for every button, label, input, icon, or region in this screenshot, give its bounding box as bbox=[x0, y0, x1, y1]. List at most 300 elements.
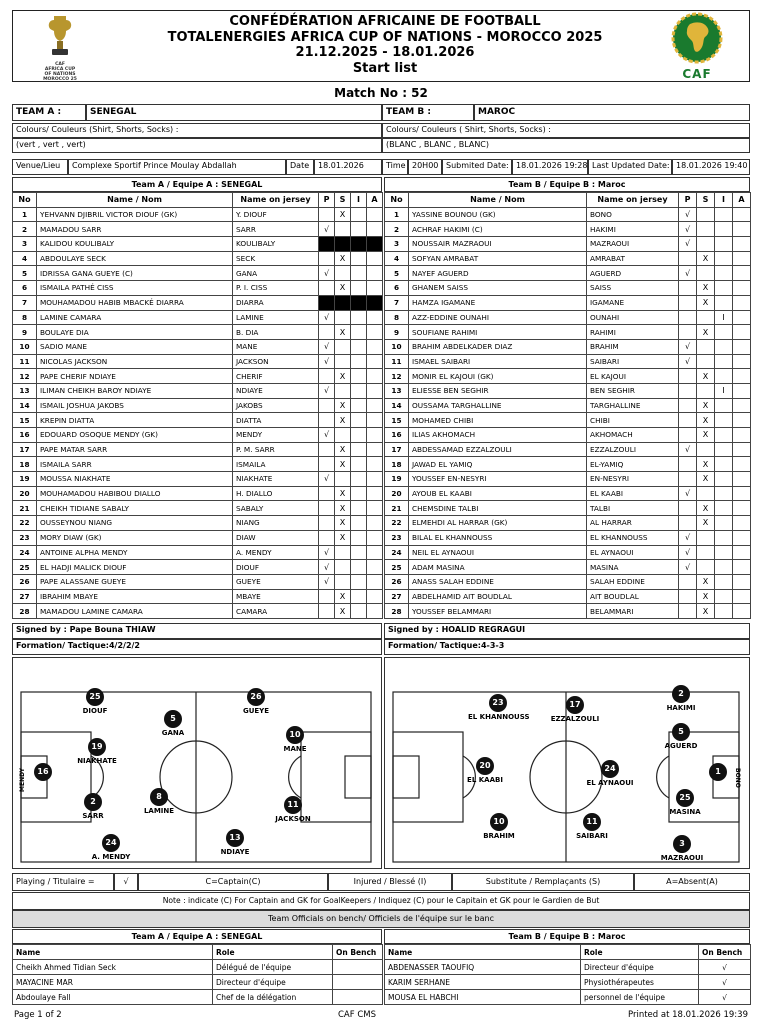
player-row bbox=[385, 251, 751, 266]
substitute-mark bbox=[697, 383, 715, 398]
official-row bbox=[385, 975, 751, 990]
pitch-player bbox=[651, 685, 711, 712]
player-number: 15 bbox=[13, 413, 37, 428]
official-name: KARIM SERHANE bbox=[385, 975, 581, 990]
pitch-player-number: 23 bbox=[489, 694, 507, 712]
absent-mark bbox=[367, 501, 383, 516]
player-number: 5 bbox=[13, 266, 37, 281]
player-number: 21 bbox=[385, 501, 409, 516]
team-a-roster-header bbox=[13, 193, 383, 208]
player-jersey-name: JAKOBS bbox=[233, 398, 319, 413]
playing-mark bbox=[679, 383, 697, 398]
player-name: NAYEF AGUERD bbox=[409, 266, 587, 281]
substitute-mark bbox=[335, 428, 351, 443]
col-name: Name bbox=[385, 945, 581, 960]
player-jersey-name: MANE bbox=[233, 339, 319, 354]
absent-mark bbox=[367, 486, 383, 501]
absent-mark bbox=[367, 457, 383, 472]
player-name: KALIDOU KOULIBALY bbox=[37, 237, 233, 252]
pitch-player-name: MENDY bbox=[19, 768, 26, 792]
substitute-mark bbox=[335, 560, 351, 575]
legend-substitute: Substitute / Remplaçants (S) bbox=[452, 873, 634, 891]
injured-mark bbox=[351, 413, 367, 428]
player-name: OUSSAMA TARGHALLINE bbox=[409, 398, 587, 413]
player-number: 7 bbox=[385, 295, 409, 310]
player-number: 26 bbox=[385, 574, 409, 589]
absent-mark bbox=[733, 472, 751, 487]
substitute-mark: X bbox=[335, 369, 351, 384]
official-on-bench bbox=[333, 990, 383, 1005]
player-jersey-name: EN-NESYRI bbox=[587, 472, 679, 487]
player-name: BRAHIM ABDELKADER DIAZ bbox=[409, 339, 587, 354]
player-jersey-name: JACKSON bbox=[233, 354, 319, 369]
player-row bbox=[385, 560, 751, 575]
player-jersey-name: CHIBI bbox=[587, 413, 679, 428]
pitch-player bbox=[455, 757, 515, 784]
player-jersey-name: CAMARA bbox=[233, 604, 319, 619]
pitch-player-number: 25 bbox=[676, 789, 694, 807]
player-number: 3 bbox=[13, 237, 37, 252]
absent-mark bbox=[367, 472, 383, 487]
player-name: IBRAHIM MBAYE bbox=[37, 589, 233, 604]
player-row bbox=[385, 369, 751, 384]
player-number: 2 bbox=[13, 222, 37, 237]
injured-mark bbox=[715, 325, 733, 340]
team-b-heading: Team B / Equipe B : Maroc bbox=[384, 177, 750, 192]
absent-mark bbox=[367, 589, 383, 604]
blocked-cell bbox=[335, 295, 351, 310]
playing-mark: √ bbox=[679, 207, 697, 222]
absent-mark bbox=[733, 207, 751, 222]
player-jersey-name: EL-YAMIQ bbox=[587, 457, 679, 472]
player-row bbox=[13, 486, 383, 501]
player-name: OUSSEYNOU NIANG bbox=[37, 516, 233, 531]
player-name: JAWAD EL YAMIQ bbox=[409, 457, 587, 472]
injured-mark bbox=[351, 501, 367, 516]
substitute-mark: X bbox=[697, 369, 715, 384]
playing-mark bbox=[319, 281, 335, 296]
player-name: AYOUB EL KAABI bbox=[409, 486, 587, 501]
absent-mark bbox=[367, 560, 383, 575]
player-number: 3 bbox=[385, 237, 409, 252]
playing-mark bbox=[319, 442, 335, 457]
player-row bbox=[385, 222, 751, 237]
injured-mark bbox=[715, 472, 733, 487]
pitch-player bbox=[226, 688, 286, 715]
player-jersey-name: AL HARRAR bbox=[587, 516, 679, 531]
official-role: Physiothérapeutes bbox=[581, 975, 699, 990]
pitch-player bbox=[81, 834, 141, 861]
substitute-mark: X bbox=[697, 589, 715, 604]
pitch-player-number: 19 bbox=[88, 738, 106, 756]
player-jersey-name: A. MENDY bbox=[233, 545, 319, 560]
player-number: 19 bbox=[13, 472, 37, 487]
player-jersey-name: BONO bbox=[587, 207, 679, 222]
substitute-mark bbox=[697, 237, 715, 252]
player-jersey-name: OUNAHI bbox=[587, 310, 679, 325]
player-name: KREPIN DIATTA bbox=[37, 413, 233, 428]
substitute-mark bbox=[335, 545, 351, 560]
absent-mark bbox=[367, 413, 383, 428]
player-row bbox=[13, 207, 383, 222]
player-number: 14 bbox=[385, 398, 409, 413]
player-row bbox=[13, 457, 383, 472]
player-jersey-name: IGAMANE bbox=[587, 295, 679, 310]
substitute-mark bbox=[697, 354, 715, 369]
player-row bbox=[13, 413, 383, 428]
player-jersey-name: AIT BOUDLAL bbox=[587, 589, 679, 604]
injured-mark bbox=[715, 560, 733, 575]
official-on-bench bbox=[333, 975, 383, 990]
absent-mark bbox=[367, 574, 383, 589]
player-row bbox=[385, 457, 751, 472]
injured-mark bbox=[351, 281, 367, 296]
player-jersey-name: GANA bbox=[233, 266, 319, 281]
match-number: Match No : 52 bbox=[334, 86, 428, 100]
injured-mark bbox=[715, 207, 733, 222]
player-jersey-name: GUEYE bbox=[233, 574, 319, 589]
playing-mark: √ bbox=[319, 428, 335, 443]
absent-mark bbox=[733, 560, 751, 575]
player-number: 8 bbox=[13, 310, 37, 325]
player-jersey-name: EL KAABI bbox=[587, 486, 679, 501]
player-row bbox=[385, 310, 751, 325]
player-number: 8 bbox=[385, 310, 409, 325]
player-jersey-name: RAHIMI bbox=[587, 325, 679, 340]
playing-mark bbox=[679, 604, 697, 619]
pitch-player bbox=[63, 793, 123, 820]
absent-mark bbox=[733, 325, 751, 340]
legend-absent: A=Absent(A) bbox=[634, 873, 750, 891]
absent-mark bbox=[733, 295, 751, 310]
pitch-player-number: 8 bbox=[150, 788, 168, 806]
playing-mark bbox=[679, 501, 697, 516]
official-role: personnel de l'équipe bbox=[581, 990, 699, 1005]
blocked-cell bbox=[319, 295, 335, 310]
injured-mark bbox=[351, 339, 367, 354]
player-jersey-name: BEN SEGHIR bbox=[587, 383, 679, 398]
playing-mark bbox=[679, 281, 697, 296]
substitute-mark bbox=[697, 222, 715, 237]
substitute-mark bbox=[335, 354, 351, 369]
pitch-player-name: MASINA bbox=[669, 808, 701, 816]
injured-mark bbox=[351, 398, 367, 413]
playing-mark: √ bbox=[319, 472, 335, 487]
absent-mark bbox=[733, 383, 751, 398]
player-row bbox=[13, 237, 383, 252]
injured-mark bbox=[351, 207, 367, 222]
team-b-signed-by: Signed by : HOALID REGRAGUI bbox=[384, 623, 750, 639]
official-row bbox=[385, 990, 751, 1005]
official-row bbox=[13, 975, 383, 990]
injured-mark bbox=[351, 545, 367, 560]
player-jersey-name: TARGHALLINE bbox=[587, 398, 679, 413]
player-row bbox=[13, 516, 383, 531]
injured-mark bbox=[351, 354, 367, 369]
pitch-player-number: 10 bbox=[490, 813, 508, 831]
pitch-player-name: EL KAABI bbox=[467, 776, 503, 784]
col-on-bench: On Bench bbox=[699, 945, 751, 960]
absent-mark bbox=[733, 310, 751, 325]
pitch-player-number: 24 bbox=[601, 760, 619, 778]
absent-mark bbox=[733, 545, 751, 560]
injured-mark bbox=[351, 560, 367, 575]
pitch-player-number: 13 bbox=[226, 829, 244, 847]
player-row bbox=[13, 428, 383, 443]
player-jersey-name: AKHOMACH bbox=[587, 428, 679, 443]
player-row bbox=[13, 604, 383, 619]
player-number: 18 bbox=[13, 457, 37, 472]
substitute-mark: X bbox=[697, 413, 715, 428]
player-row bbox=[385, 207, 751, 222]
player-jersey-name: P. M. SARR bbox=[233, 442, 319, 457]
player-name: ABDELHAMID AIT BOUDLAL bbox=[409, 589, 587, 604]
officials-a-header bbox=[13, 945, 383, 960]
substitute-mark: X bbox=[697, 251, 715, 266]
absent-mark bbox=[367, 251, 383, 266]
injured-mark bbox=[351, 589, 367, 604]
team-b-name: MAROC bbox=[474, 104, 750, 121]
player-number: 6 bbox=[13, 281, 37, 296]
submitted-value: 18.01.2026 19:28 bbox=[512, 159, 588, 175]
col-i: I bbox=[715, 193, 733, 208]
playing-mark bbox=[679, 369, 697, 384]
playing-mark bbox=[319, 251, 335, 266]
blocked-cell bbox=[319, 237, 335, 252]
absent-mark bbox=[367, 530, 383, 545]
injured-mark bbox=[351, 574, 367, 589]
player-number: 4 bbox=[385, 251, 409, 266]
player-jersey-name: DIOUF bbox=[233, 560, 319, 575]
official-name: Abdoulaye Fall bbox=[13, 990, 213, 1005]
substitute-mark bbox=[697, 545, 715, 560]
caf-logo bbox=[662, 12, 732, 81]
player-number: 12 bbox=[13, 369, 37, 384]
player-jersey-name: AGUERD bbox=[587, 266, 679, 281]
substitute-mark: X bbox=[697, 604, 715, 619]
absent-mark bbox=[367, 369, 383, 384]
player-name: BILAL EL KHANNOUSS bbox=[409, 530, 587, 545]
player-number: 10 bbox=[385, 339, 409, 354]
absent-mark bbox=[733, 339, 751, 354]
player-row bbox=[13, 266, 383, 281]
player-jersey-name: SAISS bbox=[587, 281, 679, 296]
player-jersey-name: NIANG bbox=[233, 516, 319, 531]
absent-mark bbox=[733, 251, 751, 266]
player-number: 28 bbox=[385, 604, 409, 619]
injured-mark bbox=[351, 251, 367, 266]
player-row bbox=[13, 251, 383, 266]
legend-playing: Playing / Titulaire = bbox=[12, 873, 114, 891]
substitute-mark: X bbox=[335, 530, 351, 545]
pitch-player-number: 11 bbox=[284, 796, 302, 814]
injured-mark bbox=[351, 486, 367, 501]
absent-mark bbox=[367, 222, 383, 237]
player-name: MOHAMED CHIBI bbox=[409, 413, 587, 428]
pitch-player bbox=[143, 710, 203, 737]
player-name: ABDESSAMAD EZZALZOULI bbox=[409, 442, 587, 457]
substitute-mark: X bbox=[697, 281, 715, 296]
injured-mark bbox=[715, 281, 733, 296]
player-name: MAMADOU LAMINE CAMARA bbox=[37, 604, 233, 619]
player-number: 23 bbox=[13, 530, 37, 545]
blocked-cell bbox=[367, 295, 383, 310]
player-jersey-name: SABALY bbox=[233, 501, 319, 516]
official-name: Cheikh Ahmed Tidian Seck bbox=[13, 960, 213, 975]
player-jersey-name: DIATTA bbox=[233, 413, 319, 428]
player-row bbox=[385, 486, 751, 501]
player-row bbox=[385, 295, 751, 310]
player-name: NEIL EL AYNAOUI bbox=[409, 545, 587, 560]
player-row bbox=[385, 325, 751, 340]
player-name: ELIESSE BEN SEGHIR bbox=[409, 383, 587, 398]
substitute-mark: X bbox=[335, 516, 351, 531]
substitute-mark bbox=[335, 339, 351, 354]
absent-mark bbox=[733, 501, 751, 516]
player-jersey-name: SECK bbox=[233, 251, 319, 266]
playing-mark: √ bbox=[679, 560, 697, 575]
substitute-mark bbox=[697, 530, 715, 545]
updated-value: 18.01.2026 19:40 bbox=[672, 159, 750, 175]
player-jersey-name: LAMINE bbox=[233, 310, 319, 325]
absent-mark bbox=[367, 545, 383, 560]
player-row bbox=[385, 266, 751, 281]
player-name: ISMAEL SAIBARI bbox=[409, 354, 587, 369]
player-jersey-name: DIARRA bbox=[233, 295, 319, 310]
team-a-pitch bbox=[12, 657, 382, 869]
team-a-signed-by: Signed by : Pape Bouna THIAW bbox=[12, 623, 382, 639]
substitute-mark: X bbox=[697, 325, 715, 340]
injured-mark bbox=[351, 472, 367, 487]
pitch-player-number: 24 bbox=[102, 834, 120, 852]
player-name: PAPE ALASSANE GUEYE bbox=[37, 574, 233, 589]
header-line-4: Start list bbox=[352, 60, 418, 76]
substitute-mark: X bbox=[335, 589, 351, 604]
injured-mark bbox=[715, 604, 733, 619]
playing-mark bbox=[319, 325, 335, 340]
player-row bbox=[13, 398, 383, 413]
official-on-bench: √ bbox=[699, 990, 751, 1005]
date-value: 18.01.2026 bbox=[314, 159, 382, 175]
player-name: CHEMSDINE TALBI bbox=[409, 501, 587, 516]
player-jersey-name: EL KAJOUI bbox=[587, 369, 679, 384]
substitute-mark: X bbox=[335, 281, 351, 296]
col-p: P bbox=[679, 193, 697, 208]
playing-mark: √ bbox=[679, 354, 697, 369]
absent-mark bbox=[367, 398, 383, 413]
pitch-player bbox=[655, 789, 715, 816]
player-row bbox=[13, 325, 383, 340]
player-number: 22 bbox=[13, 516, 37, 531]
submitted-label: Submited Date: bbox=[442, 159, 512, 175]
player-jersey-name: P. I. CISS bbox=[233, 281, 319, 296]
pitch-player-number: 17 bbox=[566, 696, 584, 714]
injured-mark bbox=[351, 310, 367, 325]
playing-mark bbox=[319, 413, 335, 428]
time-value: 20H00 bbox=[408, 159, 442, 175]
player-name: ACHRAF HAKIMI (C) bbox=[409, 222, 587, 237]
official-on-bench: √ bbox=[699, 975, 751, 990]
playing-mark: √ bbox=[679, 222, 697, 237]
playing-mark bbox=[319, 457, 335, 472]
player-row bbox=[385, 442, 751, 457]
substitute-mark: X bbox=[697, 501, 715, 516]
player-row bbox=[385, 339, 751, 354]
pitch-player-name: EL KHANNOUSS bbox=[468, 713, 530, 721]
player-name: ANASS SALAH EDDINE bbox=[409, 574, 587, 589]
player-number: 17 bbox=[385, 442, 409, 457]
injured-mark bbox=[351, 530, 367, 545]
absent-mark bbox=[733, 266, 751, 281]
player-name: ILIAS AKHOMACH bbox=[409, 428, 587, 443]
injured-mark bbox=[351, 383, 367, 398]
player-jersey-name: EL AYNAOUI bbox=[587, 545, 679, 560]
team-a-label: TEAM A : bbox=[12, 104, 86, 121]
footer-page: Page 1 of 2 bbox=[14, 1010, 62, 1020]
pitch-player-name: A. MENDY bbox=[91, 853, 131, 861]
playing-mark bbox=[679, 574, 697, 589]
substitute-mark: X bbox=[335, 604, 351, 619]
substitute-mark bbox=[697, 486, 715, 501]
player-jersey-name: MASINA bbox=[587, 560, 679, 575]
playing-mark: √ bbox=[319, 266, 335, 281]
player-jersey-name: ISMAILA bbox=[233, 457, 319, 472]
playing-mark: √ bbox=[319, 310, 335, 325]
playing-mark: √ bbox=[679, 530, 697, 545]
player-jersey-name: EZZALZOULI bbox=[587, 442, 679, 457]
playing-mark bbox=[319, 207, 335, 222]
playing-mark bbox=[319, 589, 335, 604]
absent-mark bbox=[367, 354, 383, 369]
absent-mark bbox=[733, 398, 751, 413]
substitute-mark bbox=[697, 339, 715, 354]
substitute-mark bbox=[335, 383, 351, 398]
player-name: NOUSSAIR MAZRAOUI bbox=[409, 237, 587, 252]
absent-mark bbox=[367, 428, 383, 443]
pitch-player-number: 16 bbox=[34, 763, 52, 781]
player-name: PAPE MATAR SARR bbox=[37, 442, 233, 457]
team-b-colours-value: (BLANC , BLANC , BLANC) bbox=[382, 138, 750, 153]
team-a-colours-label: Colours/ Couleurs (Shirt, Shorts, Socks) : bbox=[12, 123, 382, 138]
substitute-mark bbox=[335, 574, 351, 589]
col-role: Role bbox=[581, 945, 699, 960]
player-number: 13 bbox=[385, 383, 409, 398]
player-number: 5 bbox=[385, 266, 409, 281]
player-jersey-name: MAZRAOUI bbox=[587, 237, 679, 252]
pitch-player bbox=[562, 813, 622, 840]
player-jersey-name: KOULIBALY bbox=[233, 237, 319, 252]
player-jersey-name: SAIBARI bbox=[587, 354, 679, 369]
player-number: 15 bbox=[385, 413, 409, 428]
blocked-cell bbox=[367, 237, 383, 252]
pitch-player bbox=[263, 796, 323, 823]
injured-mark bbox=[715, 442, 733, 457]
playing-mark bbox=[679, 457, 697, 472]
injured-mark: I bbox=[715, 310, 733, 325]
officials-team-b-table bbox=[384, 944, 751, 1005]
absent-mark bbox=[733, 530, 751, 545]
injured-mark bbox=[715, 457, 733, 472]
player-name: CHEIKH TIDIANE SABALY bbox=[37, 501, 233, 516]
absent-mark bbox=[733, 442, 751, 457]
pitch-player-name: JACKSON bbox=[275, 815, 311, 823]
injured-mark bbox=[351, 369, 367, 384]
injured-mark bbox=[351, 325, 367, 340]
pitch-player-number: 5 bbox=[672, 723, 690, 741]
player-row bbox=[13, 560, 383, 575]
player-number: 23 bbox=[385, 530, 409, 545]
official-on-bench bbox=[333, 960, 383, 975]
